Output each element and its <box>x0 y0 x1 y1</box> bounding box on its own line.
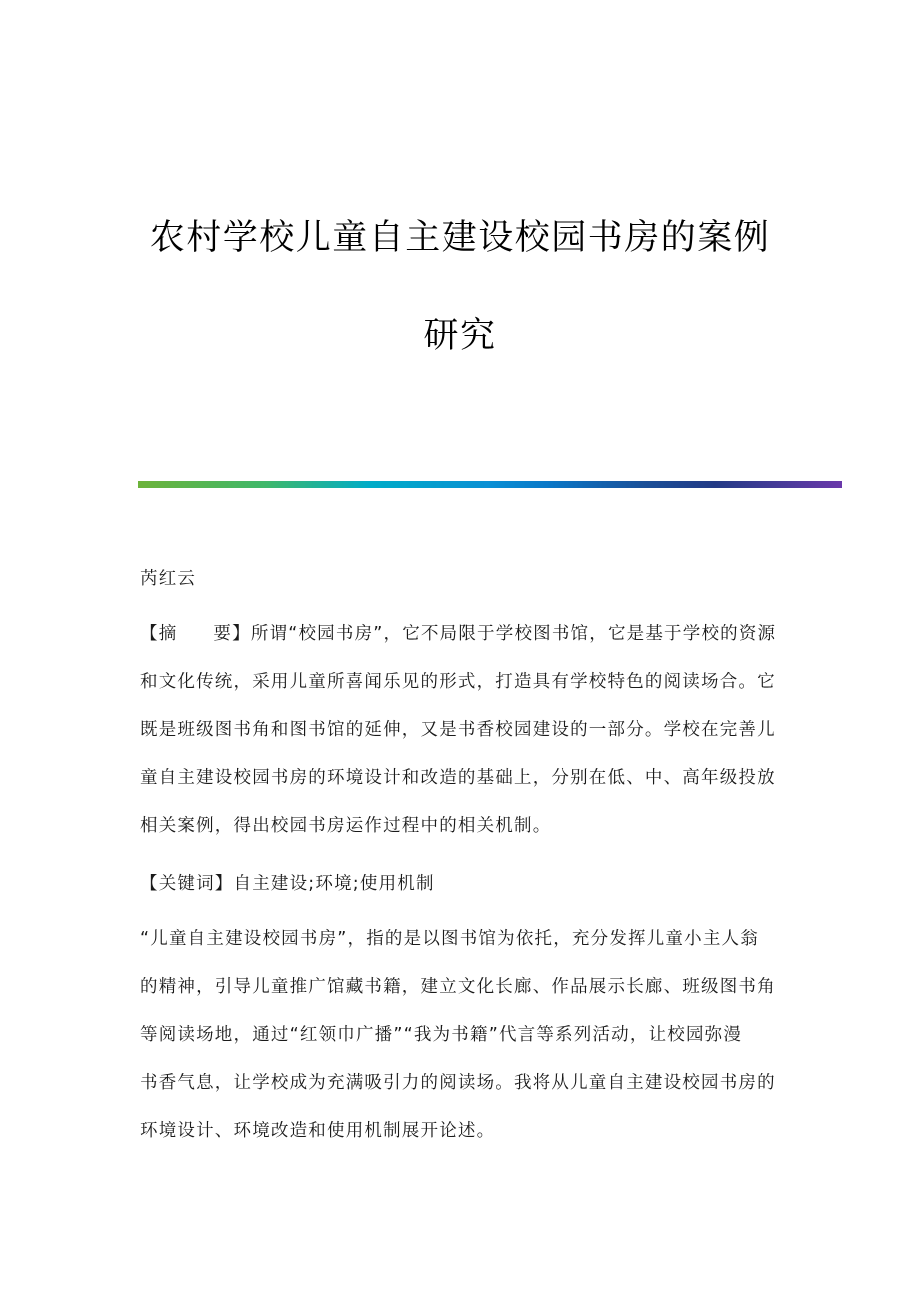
body-line-5: 环境设计、环境改造和使用机制展开论述。 <box>140 1121 496 1141</box>
abstract-line-4: 童自主建设校园书房的环境设计和改造的基础上，分别在低、中、高年级投放 <box>140 768 776 788</box>
document-title-line-2: 研究 <box>423 316 497 356</box>
keywords-label: 【关键词】 <box>140 874 234 894</box>
body-line-3: 等阅读场地，通过“红领巾广播”“我为书籍”代言等系列活动，让校园弥漫 <box>140 1025 743 1045</box>
body-paragraph <box>140 915 800 1155</box>
abstract-line-2: 和文化传统，采用儿童所喜闻乐见的形式，打造具有学校特色的阅读场合。它 <box>140 672 776 692</box>
keywords-text: 自主建设;环境;使用机制 <box>233 874 435 894</box>
body-line-4: 书香气息，让学校成为充满吸引力的阅读场。我将从儿童自主建设校园书房的 <box>140 1073 776 1093</box>
abstract-line-1 <box>140 610 800 658</box>
abstract-section <box>140 610 800 850</box>
document-title-line-1: 农村学校儿童自主建设校园书房的案例 <box>149 218 771 258</box>
abstract-label-open: 【摘 <box>140 624 178 644</box>
keywords-section <box>140 860 800 908</box>
abstract-label-close: 要】 <box>213 624 251 644</box>
body-line-1: “儿童自主建设校园书房”，指的是以图书馆为依托，充分发挥儿童小主人翁 <box>140 929 759 949</box>
abstract-line-3: 既是班级图书角和图书馆的延伸，又是书香校园建设的一部分。学校在完善儿 <box>140 720 776 740</box>
gradient-divider <box>138 481 842 488</box>
abstract-line-5: 相关案例，得出校园书房运作过程中的相关机制。 <box>140 816 552 836</box>
abstract-text: 所谓“校园书房”，它不局限于学校图书馆，它是基于学校的资源 <box>250 624 777 644</box>
author-name: 芮红云 <box>140 569 197 589</box>
body-line-2: 的精神，引导儿童推广馆藏书籍，建立文化长廊、作品展示长廊、班级图书角 <box>140 977 776 997</box>
